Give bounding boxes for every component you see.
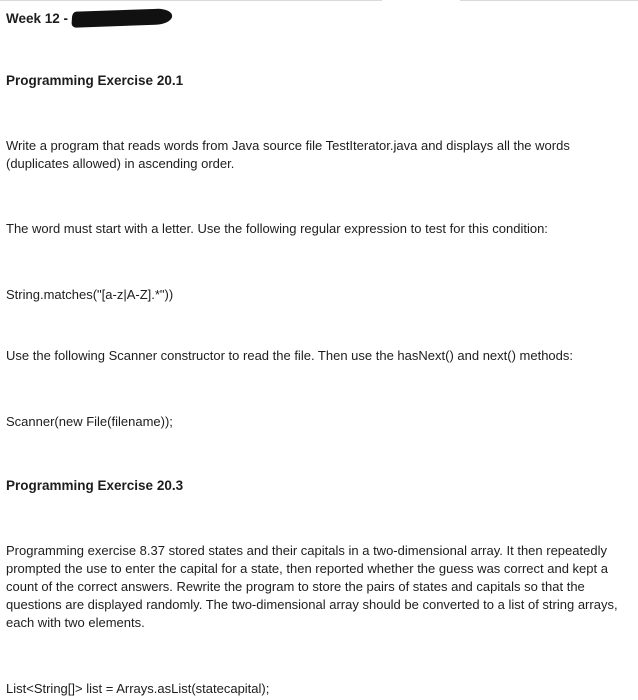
list-code: List<String[]> list = Arrays.asList(statecapital); [6, 681, 270, 696]
exercise-20-3-title: Programming Exercise 20.3 [6, 478, 184, 493]
regex-code: String.matches("[a-z|A-Z].*")) [6, 287, 174, 302]
exercise-20-1-description: Write a program that reads words from Java source file TestIterator.java and displays all the words (duplicates allowed) in ascending order. [6, 138, 570, 171]
scanner-instruction: Use the following Scanner constructor to read the file. Then use the hasNext() and next() methods: [6, 348, 574, 363]
scanner-code: Scanner(new File(filename)); [6, 414, 173, 429]
exercise-20-1-title: Programming Exercise 20.1 [6, 73, 184, 88]
page-title: Week 12 - [6, 10, 69, 26]
redacted-name [71, 8, 172, 27]
page-header [6, 8, 172, 28]
top-divider [0, 0, 638, 1]
exercise-20-3-description: Programming exercise 8.37 stored states and their capitals in a two-dimensional array. It then repeatedly prompted the use to enter the capital for a state, then reported whether the guess was correct and kept a count of the correct answers. Rewrite the program to store the pairs of states and capitals so that the questions are displayed randomly. The two-dimensional array should be converted to a list of string arrays, each with two elements. [6, 543, 618, 630]
regex-instruction: The word must start with a letter. Use the following regular expression to test for this condition: [6, 221, 548, 236]
